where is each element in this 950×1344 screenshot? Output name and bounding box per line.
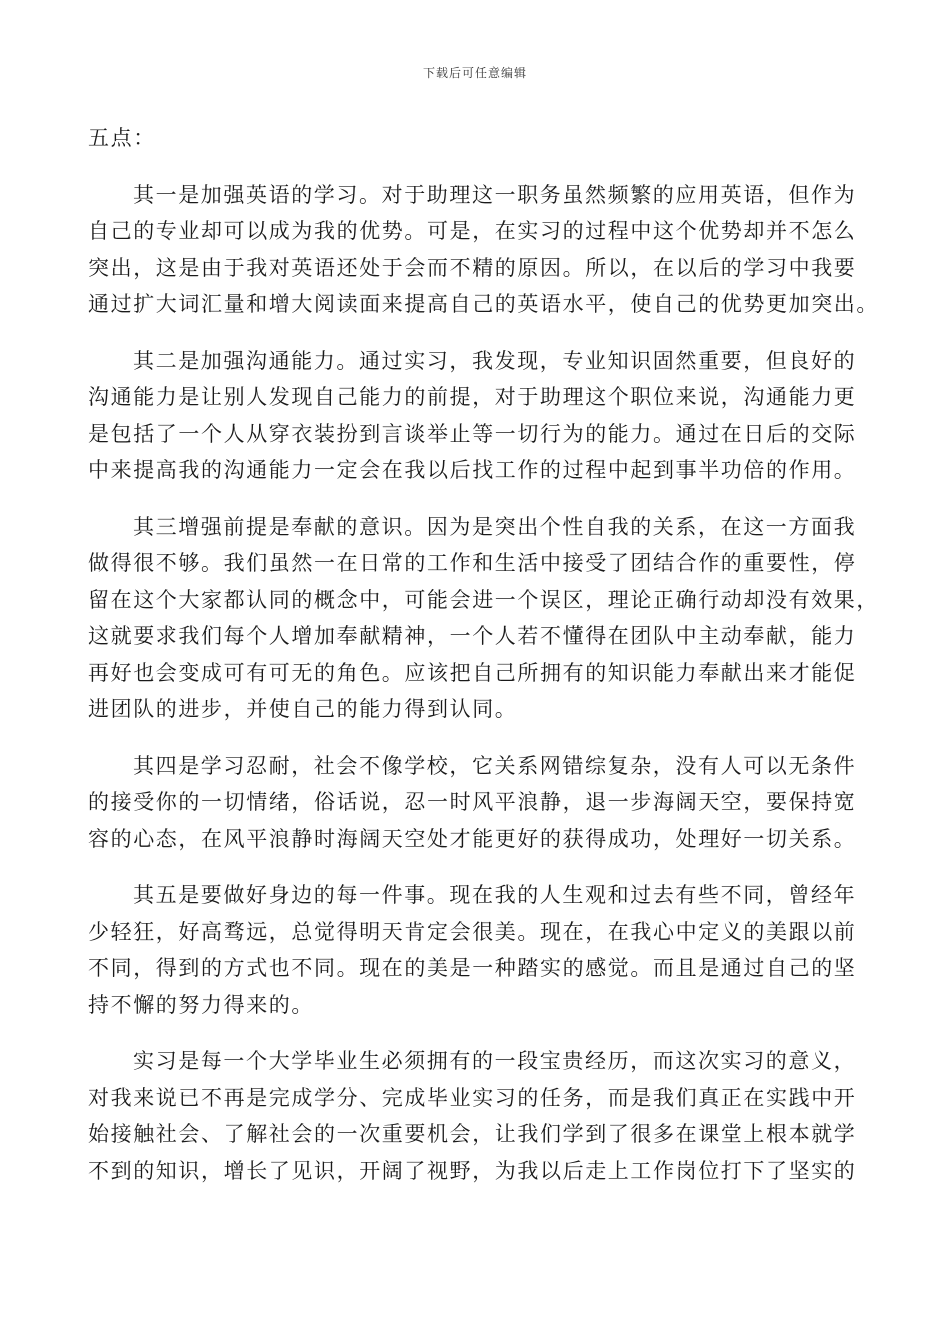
- paragraph-line: 突出，这是由于我对英语还处于会而不精的原因。所以，在以后的学习中我要: [88, 255, 857, 280]
- paragraph-line: 通过扩大词汇量和增大阅读面来提高自己的英语水平，使自己的优势更加突出。: [88, 292, 879, 316]
- paragraph-line: 自己的专业却可以成为我的优势。可是，在实习的过程中这个优势却并不怎么: [88, 219, 857, 243]
- paragraph-line: 持不懈的努力得来的。: [88, 992, 314, 1017]
- page-header: 下载后可任意编辑: [422, 66, 527, 80]
- paragraph-line: 留在这个大家都认同的概念中，可能会进一个误区，理论正确行动却没有效果，: [88, 587, 879, 612]
- paragraph-line: 其二是加强沟通能力。通过实习，我发现，专业知识固然重要，但良好的: [133, 348, 857, 373]
- paragraph-line: 再好也会变成可有可无的角色。应该把自己所拥有的知识能力奉献出来才能促: [88, 660, 857, 685]
- paragraph-line: 五点：: [88, 126, 156, 150]
- paragraph-line: 的接受你的一切情绪，俗话说，忍一时风平浪静，退一步海阔天空，要保持宽: [88, 790, 857, 814]
- paragraph-line: 始接触社会、了解社会的一次重要机会，让我们学到了很多在课堂上根本就学: [88, 1122, 857, 1146]
- paragraph-line: 其一是加强英语的学习。对于助理这一职务虽然频繁的应用英语，但作为: [133, 182, 857, 207]
- paragraph-line: 少轻狂，好高骛远，总觉得明天肯定会很美。现在，在我心中定义的美跟以前: [88, 919, 857, 944]
- paragraph-line: 不到的知识，增长了见识，开阔了视野，为我以后走上工作岗位打下了坚实的: [88, 1158, 857, 1183]
- paragraph-conclusion: [88, 1043, 858, 1189]
- paragraph-four: [88, 748, 858, 858]
- paragraph-line: 这就要求我们每个人增加奉献精神，一个人若不懂得在团队中主动奉献，能力: [88, 624, 857, 648]
- paragraph-intro: [88, 120, 858, 157]
- paragraph-five: [88, 877, 858, 1023]
- paragraph-line: 是包括了一个人从穿衣装扮到言谈举止等一切行为的能力。通过在日后的交际: [88, 421, 857, 446]
- paragraph-line: 中来提高我的沟通能力一定会在我以后找工作的过程中起到事半功倍的作用。: [88, 458, 857, 482]
- document-body: [88, 120, 879, 1209]
- paragraph-line: 其四是学习忍耐，社会不像学校，它关系网错综复杂，没有人可以无条件: [133, 753, 857, 778]
- paragraph-line: 其五是要做好身边的每一件事。现在我的人生观和过去有些不同，曾经年: [133, 883, 857, 907]
- paragraph-line: 沟通能力是让别人发现自己能力的前提，对于助理这个职位来说，沟通能力更: [88, 385, 857, 409]
- paragraph-line: 进团队的进步，并使自己的能力得到认同。: [88, 697, 518, 721]
- paragraph-line: 容的心态，在风平浪静时海阔天空处才能更好的获得成功，处理好一切关系。: [88, 826, 857, 851]
- paragraph-line: 实习是每一个大学毕业生必须拥有的一段宝贵经历，而这次实习的意义，: [133, 1049, 857, 1073]
- paragraph-two: [88, 343, 858, 489]
- paragraph-line: 不同，得到的方式也不同。现在的美是一种踏实的感觉。而且是通过自己的坚: [88, 956, 857, 980]
- paragraph-line: 做得很不够。我们虽然一在日常的工作和生活中接受了团结合作的重要性，停: [88, 551, 857, 575]
- paragraph-three: [88, 509, 879, 728]
- paragraph-line: 其三增强前提是奉献的意识。因为是突出个性自我的关系，在这一方面我: [133, 514, 857, 539]
- paragraph-one: [88, 177, 879, 323]
- paragraph-line: 对我来说已不再是完成学分、完成毕业实习的任务，而是我们真正在实践中开: [88, 1085, 857, 1110]
